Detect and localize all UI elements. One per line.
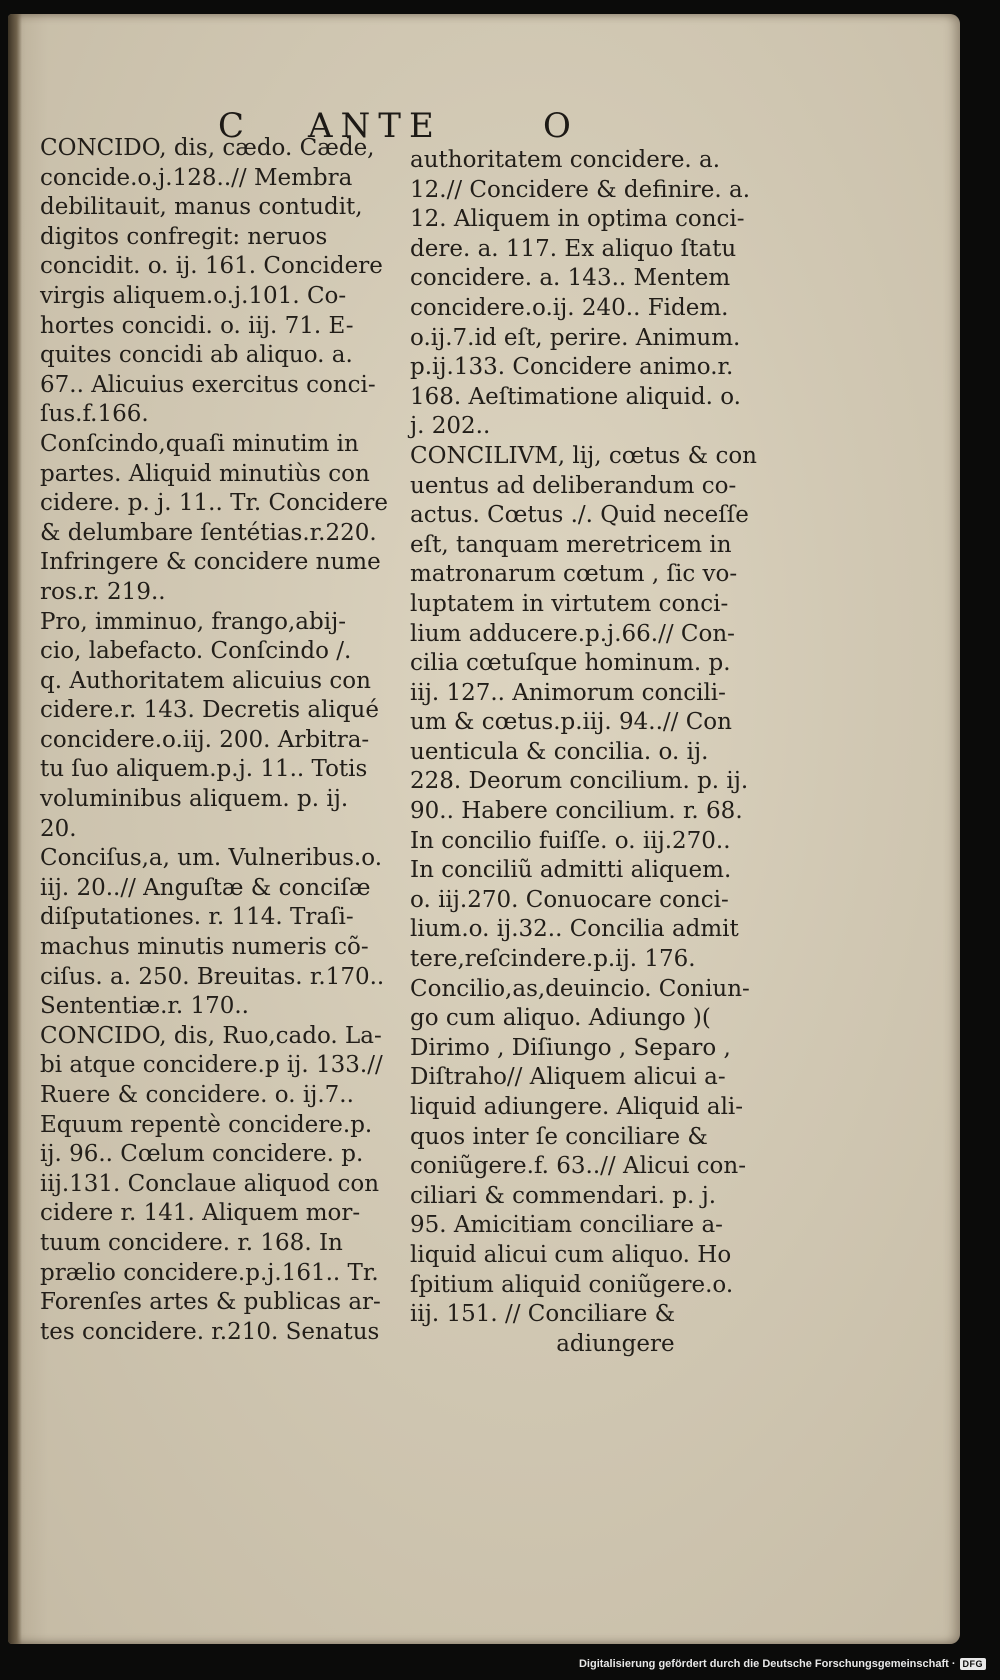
- text-line: lium adducere.p.j.66.// Con-: [410, 620, 735, 647]
- text-line: ciſus. a. 250. Breuitas. r.170..: [40, 963, 385, 990]
- dfg-logo-icon: DFG: [960, 1658, 987, 1670]
- header-left-letter: C: [218, 106, 245, 146]
- text-line: Forenſes artes & publicas ar-: [40, 1289, 381, 1316]
- text-line: liquid adiungere. Aliquid ali-: [410, 1094, 744, 1120]
- text-line: coniũgere.f. 63..// Alicui con-: [410, 1153, 746, 1180]
- text-line: 228. Deorum concilium. p. ij.: [410, 768, 749, 795]
- text-line: In conciliũ admitti aliquem.: [410, 857, 732, 884]
- text-line: q. Authoritatem alicuius con: [40, 667, 371, 694]
- text-line: lium.o. ij.32.. Concilia admit: [410, 916, 739, 943]
- text-line: Concilio,as,deuincio. Coniun-: [410, 975, 750, 1002]
- text-line: authoritatem concidere. a.: [410, 147, 721, 173]
- text-line: In concilio fuiſſe. o. iij.270..: [410, 827, 731, 854]
- left-text-column: [40, 134, 400, 1347]
- text-line: & delumbare ſentétias.r.220.: [40, 519, 377, 546]
- text-line: go cum aliquo. Adiungo )(: [410, 1005, 711, 1032]
- text-line: Conciſus,a, um. Vulneribus.o.: [40, 845, 383, 872]
- text-line: voluminibus aliquem. p. ij.: [40, 786, 349, 813]
- text-line: cidere.r. 143. Decretis aliqué: [40, 697, 379, 724]
- text-line: iij.131. Conclaue aliquod con: [40, 1170, 380, 1197]
- text-line: Dirimo , Diſiungo , Separo ,: [410, 1034, 731, 1061]
- text-line: iij. 20..// Anguſtæ & conciſæ: [40, 874, 371, 901]
- text-line: ros.r. 219..: [40, 578, 166, 605]
- text-line: luptatem in virtutem conci-: [410, 590, 729, 617]
- text-line: hortes concidi. o. iij. 71. E-: [40, 312, 354, 339]
- text-line: Equum repentè concidere.p.: [40, 1111, 373, 1138]
- text-line: ij. 96.. Cœlum concidere. p.: [40, 1141, 364, 1168]
- text-line: Infringere & concidere nume: [40, 549, 381, 576]
- text-line: virgis aliquem.o.j.101. Co-: [40, 282, 347, 309]
- text-line: concidit. o. ij. 161. Concidere: [40, 253, 383, 280]
- text-line: concidere.o.iij. 200. Arbitra-: [40, 726, 370, 753]
- text-line: digitos confregit: neruos: [40, 223, 328, 250]
- text-line: Diſtraho// Aliquem alicui a-: [410, 1064, 726, 1091]
- text-line: quos inter ſe conciliare &: [410, 1123, 708, 1150]
- header-right-letter: O: [543, 106, 571, 146]
- text-line: tuum concidere. r. 168. In: [40, 1229, 343, 1256]
- text-line: partes. Aliquid minutiùs con: [40, 460, 370, 487]
- text-line: CONCILIVM, lij, cœtus & con: [410, 442, 757, 469]
- text-line: prælio concidere.p.j.161.. Tr.: [40, 1259, 379, 1286]
- text-line: tu ſuo aliquem.p.j. 11.. Totis: [40, 756, 368, 783]
- text-line: debilitauit, manus contudit,: [40, 194, 363, 221]
- text-line: Ruere & concidere. o. ij.7..: [40, 1082, 354, 1108]
- text-line: Sententiæ.r. 170..: [40, 993, 249, 1020]
- text-line: actus. Cœtus ./. Quid neceſſe: [410, 502, 749, 529]
- text-line: tes concidere. r.210. Senatus: [40, 1318, 380, 1345]
- text-line: um & cœtus.p.iij. 94..// Con: [410, 709, 732, 736]
- text-line: quites concidi ab aliquo. a.: [40, 342, 353, 369]
- text-line: o.ij.7.id eſt, perire. Animum.: [410, 324, 741, 351]
- text-line: CONCIDO, dis, Ruo,cado. La-: [40, 1022, 382, 1049]
- digitization-credit: [579, 1654, 986, 1674]
- text-line: diſputationes. r. 114. Traſi-: [40, 904, 354, 931]
- text-line: uentus ad deliberandum co-: [410, 472, 737, 499]
- right-text-column: [410, 146, 775, 1359]
- text-line: ſus.f.166.: [40, 401, 149, 428]
- text-line: cidere. p. j. 11.. Tr. Concidere: [40, 490, 388, 517]
- text-line: liquid alicui cum aliquo. Ho: [410, 1241, 732, 1268]
- text-line: uenticula & concilia. o. ij.: [410, 738, 709, 765]
- text-line: Conſcindo,quaſi minutim in: [40, 430, 359, 457]
- text-line: 67.. Alicuius exercitus conci-: [40, 371, 376, 398]
- book-page: [8, 14, 960, 1644]
- text-line: ciliari & commendari. p. j.: [410, 1182, 717, 1209]
- text-line: iij. 151. // Conciliare &: [410, 1301, 676, 1328]
- text-line: 12.// Concidere & definire. a.: [410, 176, 751, 203]
- text-line: concidere.o.ij. 240.. Fidem.: [410, 294, 729, 321]
- text-line: concidere. a. 143.. Mentem: [410, 265, 731, 292]
- text-line: p.ij.133. Concidere animo.r.: [410, 354, 734, 381]
- text-line: cilia cœtuſque hominum. p.: [410, 650, 731, 677]
- text-line: machus minutis numeris cõ-: [40, 934, 369, 961]
- text-line: 12. Aliquem in optima conci-: [410, 206, 745, 233]
- text-line: matronarum cœtum , ſic vo-: [410, 561, 738, 588]
- text-line: cio, labefacto. Conſcindo /.: [40, 638, 352, 665]
- text-line: 168. Aeſtimatione aliquid. o.: [410, 383, 741, 410]
- text-line: tere,reſcindere.p.ij. 176.: [410, 946, 696, 973]
- text-line: dere. a. 117. Ex aliquo ſtatu: [410, 235, 737, 262]
- text-line: CONCIDO, dis, cædo. Cæde,: [40, 135, 375, 161]
- text-line: adiungere: [410, 1330, 675, 1357]
- text-line: eſt, tanquam meretricem in: [410, 531, 732, 558]
- text-line: 95. Amicitiam conciliare a-: [410, 1212, 723, 1239]
- text-line: iij. 127.. Animorum concili-: [410, 679, 726, 706]
- credit-text: Digitalisierung gefördert durch die Deutsche Forschungsgemeinschaft ·: [578, 1658, 956, 1670]
- text-line: o. iij.270. Conuocare conci-: [410, 886, 729, 913]
- text-line: 20.: [40, 815, 77, 842]
- text-line: j. 202..: [410, 413, 491, 440]
- text-line: cidere r. 141. Aliquem mor-: [40, 1200, 361, 1227]
- header-title: ANTE: [308, 106, 442, 146]
- text-line: Pro, imminuo, frango,abij-: [40, 608, 346, 635]
- page-spine-shadow: [8, 14, 22, 1644]
- text-line: ſpitium aliquid coniũgere.o.: [410, 1271, 734, 1298]
- text-line: 90.. Habere concilium. r. 68.: [410, 798, 743, 825]
- text-line: bi atque concidere.p ij. 133.//: [40, 1052, 383, 1079]
- text-line: concide.o.j.128..// Membra: [40, 164, 353, 191]
